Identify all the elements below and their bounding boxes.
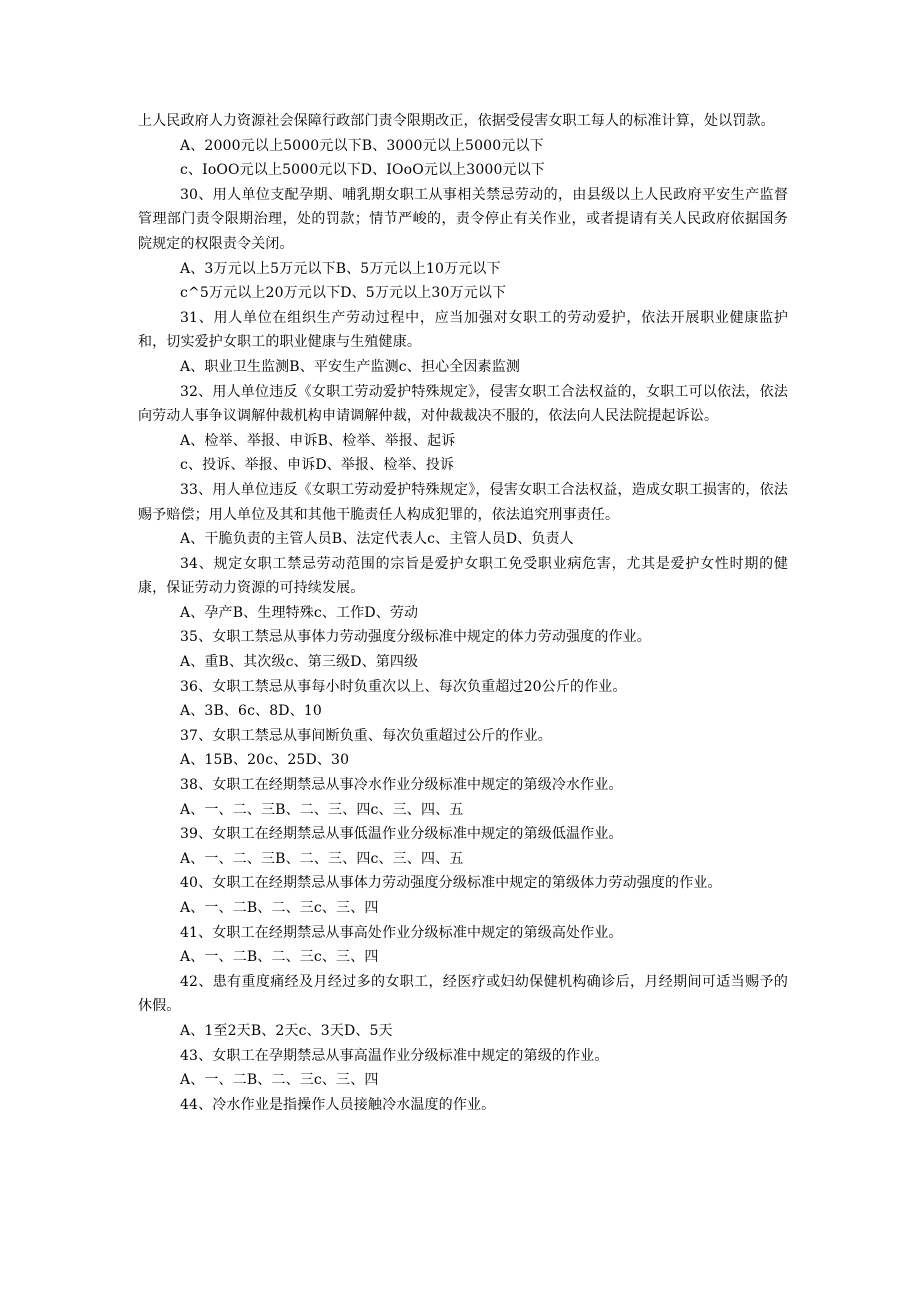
question-44: 44、冷水作业是指操作人员接触冷水温度的作业。 — [180, 1096, 496, 1113]
answer-options: A、职业卫生监测B、平安生产监测c、担心全因素监测 — [180, 358, 520, 375]
question-35: 35、女职工禁忌从事体力劳动强度分级标准中规定的体力劳动强度的作业。 — [180, 629, 651, 646]
answer-options: A、检举、举报、申诉B、检举、举报、起诉 — [180, 432, 456, 449]
answer-options: A、孕产B、生理特殊c、工作D、劳动 — [180, 604, 419, 621]
question-33: 33、用人单位违反《女职工劳动爱护特殊规定》，侵害女职工合法权益，造成女职工损害的，依法赐予赔偿；用人单位及其和其他干脆责任人构成犯罪的，依法追究刑事责任。 — [138, 481, 788, 523]
answer-options: A、3万元以上5万元以下B、5万元以上10万元以下 — [180, 260, 501, 277]
question-31: 31、用人单位在组织生产劳动过程中，应当加强对女职工的劳动爱护，依法开展职业健康监护和，切实爱护女职工的职业健康与生殖健康。 — [138, 309, 788, 351]
answer-options: A、干脆负责的主管人员B、法定代表人c、主管人员D、负责人 — [180, 531, 574, 548]
answer-options: c、IoOO元以上5000元以下D、IOoO元以上3000元以下 — [180, 162, 545, 179]
answer-options: c^5万元以上20万元以下D、5万元以上30万元以下 — [180, 285, 507, 302]
question-36: 36、女职工禁忌从事每小时负重次以上、每次负重超过20公斤的作业。 — [180, 678, 627, 695]
question-40: 40、女职工在经期禁忌从事体力劳动强度分级标准中规定的第级体力劳动强度的作业。 — [180, 875, 722, 892]
question-41: 41、女职工在经期禁忌从事高处作业分级标准中规定的第级高处作业。 — [180, 924, 623, 941]
question-37: 37、女职工禁忌从事间断负重、每次负重超过公斤的作业。 — [180, 727, 552, 744]
question-32: 32、用人单位违反《女职工劳动爱护特殊规定》，侵害女职工合法权益的，女职工可以依法，依法向劳动人事争议调解仲裁机构申请调解仲裁，对仲裁裁决不服的，依法向人民法院提起诉讼。 — [138, 383, 788, 425]
question-34: 34、规定女职工禁忌劳动范围的宗旨是爱护女职工免受职业病危害，尤其是爱护女性时期的健康，保证劳动力资源的可持续发展。 — [138, 555, 788, 597]
question-43: 43、女职工在孕期禁忌从事高温作业分级标准中规定的第级的作业。 — [180, 1047, 609, 1064]
answer-options: c、投诉、举报、申诉D、举报、检举、投诉 — [180, 457, 455, 474]
document-body — [138, 109, 788, 1117]
answer-options: A、重B、其次级c、第三级D、第四级 — [180, 654, 419, 671]
question-39: 39、女职工在经期禁忌从事低温作业分级标准中规定的第级低温作业。 — [180, 826, 623, 843]
question-42: 42、患有重度痛经及月经过多的女职工，经医疗或妇幼保健机构确诊后，月经期间可适当赐予的休假。 — [138, 973, 788, 1015]
answer-options: A、一、二B、二、三c、三、四 — [180, 1072, 379, 1089]
answer-options: A、3B、6c、8D、10 — [180, 703, 322, 720]
question-30: 30、用人单位支配孕期、哺乳期女职工从事相关禁忌劳动的，由县级以上人民政府平安生产监督管理部门责令限期治理，处的罚款；情节严峻的，责令停止有关作业，或者提请有关人民政府依据国务院规定的权限责令关闭。 — [138, 186, 788, 252]
answer-options: A、一、二、三B、二、三、四c、三、四、五 — [180, 850, 464, 867]
question-38: 38、女职工在经期禁忌从事冷水作业分级标准中规定的第级冷水作业。 — [180, 777, 623, 794]
answer-options: A、一、二B、二、三c、三、四 — [180, 949, 379, 966]
answer-options: A、一、二B、二、三c、三、四 — [180, 900, 379, 916]
answer-options: A、一、二、三B、二、三、四c、三、四、五 — [180, 801, 464, 818]
paragraph-continuation: 上人民政府人力资源社会保障行政部门责令限期改正，依据受侵害女职工每人的标准计算，处以罚款。 — [138, 113, 775, 129]
answer-options: A、15B、20c、25D、30 — [180, 752, 350, 769]
answer-options: A、1至2天B、2天c、3天D、5天 — [180, 1022, 393, 1039]
answer-options: A、2000元以上5000元以下B、3000元以上5000元以下 — [180, 137, 544, 154]
